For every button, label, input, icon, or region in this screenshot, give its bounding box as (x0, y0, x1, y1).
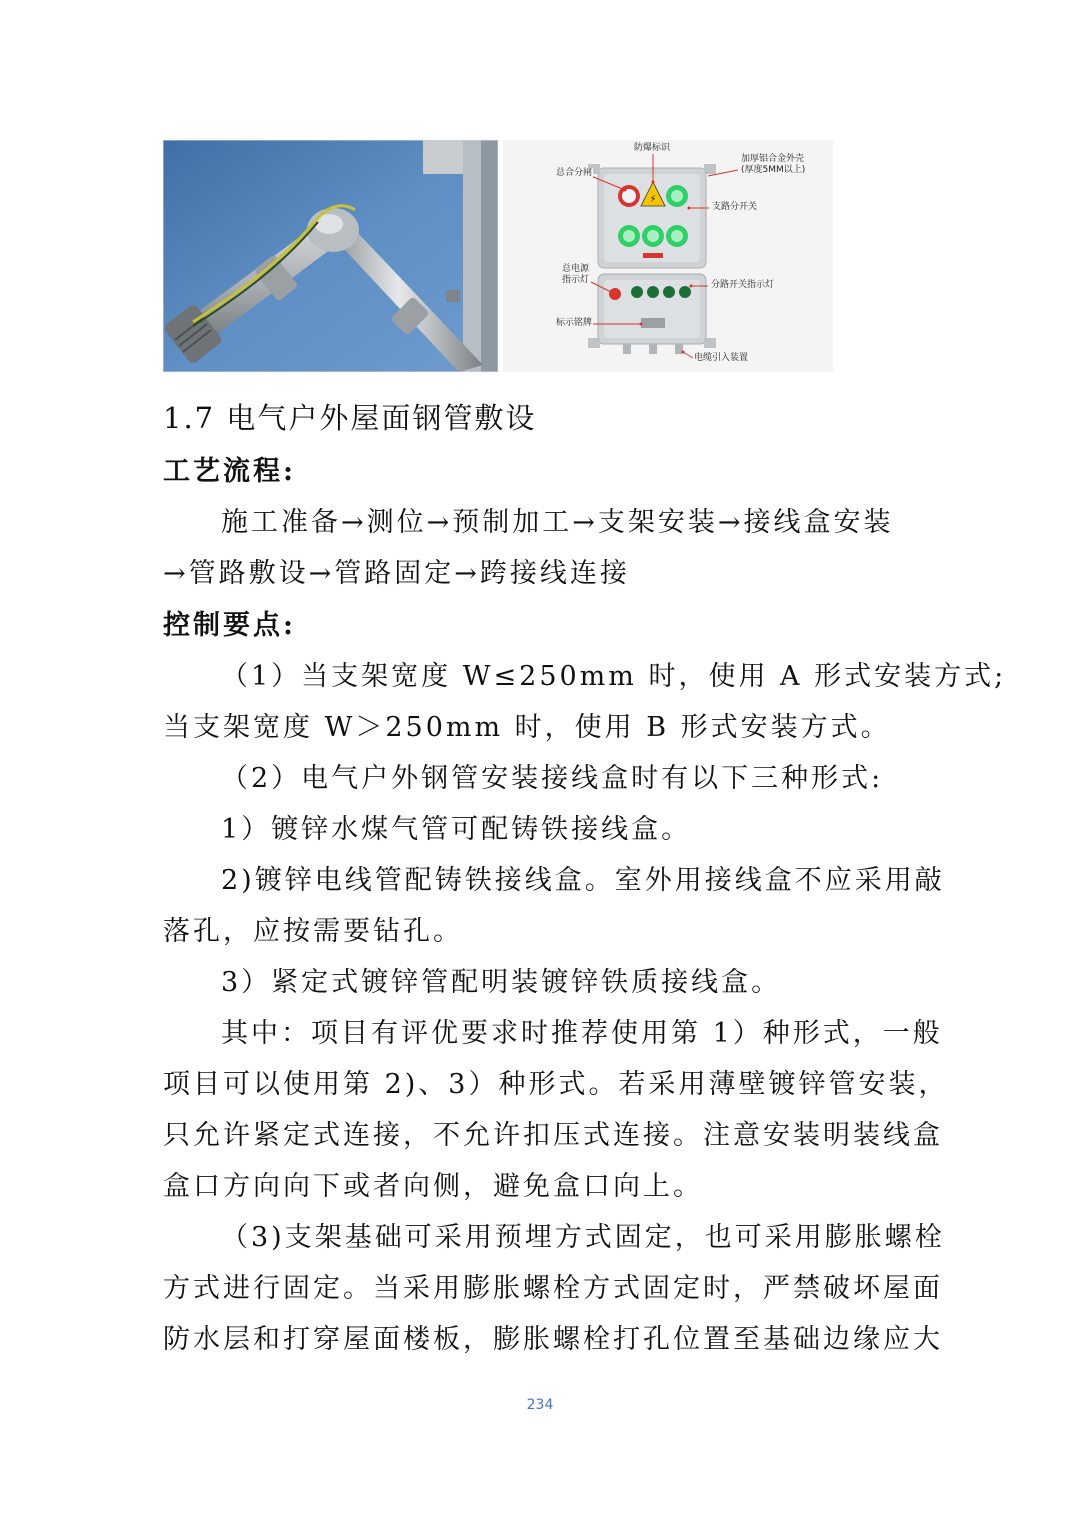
point-2-item-1: 1）镀锌水煤气管可配铸铁接线盒。 (221, 814, 692, 845)
section-title: 1.7 电气户外屋面钢管敷设 (163, 401, 537, 435)
process-label: 工艺流程: (163, 456, 296, 487)
note-line-1: 其中：项目有评优要求时推荐使用第 1）种形式，一般 (221, 1018, 943, 1049)
callout-shell-line1: 加厚铝合金外壳 (741, 154, 805, 164)
process-line-1: 施工准备→测位→预制加工→支架安装→接线盒安装 (221, 507, 894, 538)
callout-cable-entry: 电缆引入装置 (694, 353, 749, 363)
note-line-2: 项目可以使用第 2)、3）种形式。若采用薄壁镀锌管安装， (163, 1069, 949, 1100)
process-line-2: →管路敷设→管路固定→跨接线连接 (163, 558, 630, 589)
callout-branch-switch: 支路分开关 (712, 202, 758, 212)
point-2: （2）电气户外钢管安装接线盒时有以下三种形式: (221, 763, 884, 794)
point-3-line-1: （3)支架基础可采用预埋方式固定，也可采用膨胀螺栓 (221, 1222, 945, 1253)
point-3-line-2: 方式进行固定。当采用膨胀螺栓方式固定时，严禁破坏屋面 (163, 1273, 943, 1304)
point-2-item-3: 3）紧定式镀锌管配明装镀锌铁质接线盒。 (221, 967, 782, 998)
note-line-3: 只允许紧定式连接，不允许扣压式连接。注意安装明装线盒 (163, 1120, 943, 1151)
point-2-item-2-line-1: 2)镀锌电线管配铸铁接线盒。室外用接线盒不应采用敲 (221, 865, 945, 896)
point-2-item-2-line-2: 落孔，应按需要钻孔。 (163, 916, 463, 947)
note-line-4: 盒口方向向下或者向侧，避免盒口向上。 (163, 1171, 703, 1202)
page-number: 234 (526, 1397, 554, 1413)
callout-power-indicator-line2: 指示灯 (562, 275, 590, 285)
section-body (163, 0, 1007, 1527)
point-1-line-1: （1）当支架宽度 W≤250mm 时，使用 A 形式安装方式; (221, 661, 1007, 692)
callout-nameplate: 标示铭牌 (556, 318, 593, 328)
callout-main-switch: 总合分闸 (556, 168, 593, 178)
svg-text:⚡: ⚡ (649, 194, 657, 205)
callout-explosion-mark: 防爆标识 (634, 143, 671, 153)
point-3-line-3: 防水层和打穿屋面楼板，膨胀螺栓打孔位置至基础边缘应大 (163, 1324, 943, 1355)
callout-power-indicator-line1: 总电源 (562, 264, 590, 274)
callout-shell-line2: (厚度5MM以上) (741, 165, 806, 175)
control-label: 控制要点: (163, 610, 296, 641)
callout-branch-indicator: 分路开关指示灯 (711, 280, 775, 290)
point-1-line-2: 当支架宽度 W＞250mm 时，使用 B 形式安装方式。 (163, 712, 891, 743)
